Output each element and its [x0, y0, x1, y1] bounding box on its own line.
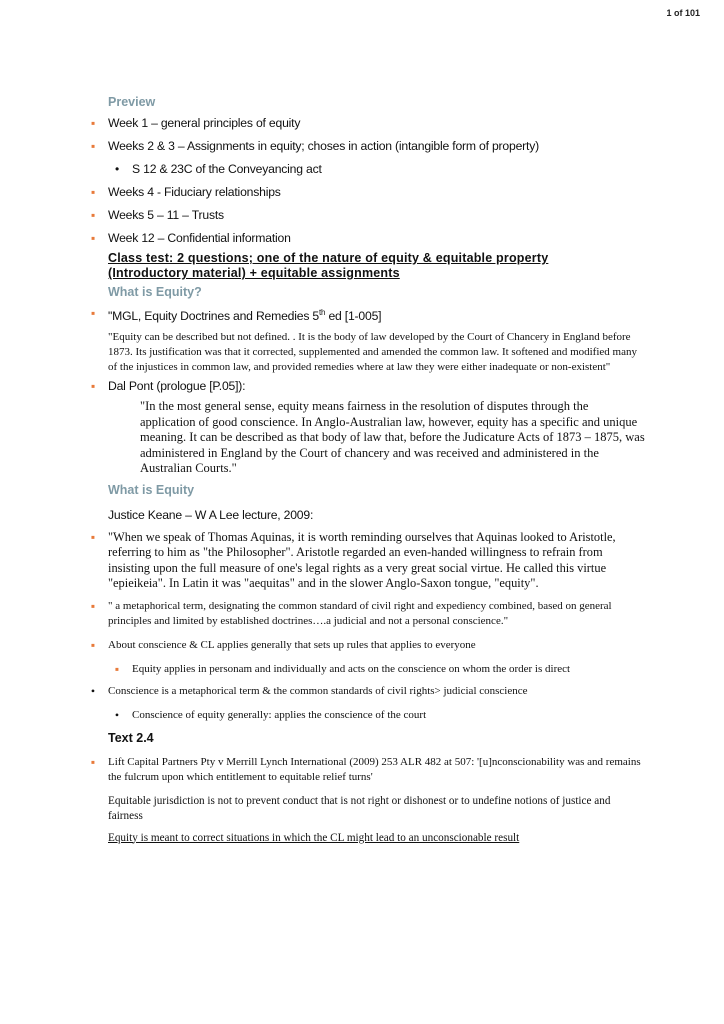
- bullet-icon: •: [114, 162, 119, 176]
- bullet-icon: ▪: [90, 754, 96, 769]
- class-test-line-1: Class test: 2 questions; one of the nature of equity & equitable property: [108, 251, 549, 265]
- list-item: ▪ Week 12 – Confidential information: [86, 230, 646, 246]
- dal-pont-quote: "In the most general sense, equity means fairness in the resolution of disputes through the application of good conscience. In Anglo-Australian law, however, equity has a specific and unique meaning. It can be described as that body of law that, before the Judicature Acts of 1873 – 1875, was administered in England by the Court of chancery and was received and administered in the Australian Courts.": [140, 399, 645, 476]
- document-body: [86, 94, 646, 846]
- list-item: ▪ Lift Capital Partners Pty v Merrill Lynch International (2009) 253 ALR 482 at 507: '[u]nconscionability was and remains the fulcrum upon which entitlement to equitable relief turns': [86, 755, 646, 785]
- mgl-quote: "Equity can be described but not defined. . It is the body of law developed by the Court of Chancery in England before 1873. Its justification was that it corrected, supplemented and amended the common law. It softened and modified many of the injustices in common law, and provided remedies where at law they were either inadequate or non-existent": [108, 331, 637, 374]
- class-test-line-2: (Introductory material) + equitable assignments: [108, 266, 400, 280]
- list-subitem: • Conscience of equity generally: applies the conscience of the court: [86, 708, 646, 723]
- bullet-icon: ▪: [90, 637, 96, 652]
- bullet-icon: ▪: [90, 139, 96, 153]
- list-item: ▪ " a metaphorical term, designating the common standard of civil right and expediency combined, based on general principles and limited by established doctrines….a judicial and not a personal conscience.": [86, 599, 646, 629]
- bullet-icon: ▪: [90, 116, 96, 130]
- keane-citation: Justice Keane – W A Lee lecture, 2009:: [108, 507, 314, 522]
- bullet-icon: •: [114, 707, 120, 722]
- bullet-icon: ▪: [90, 529, 96, 544]
- list-item: ▪ Weeks 2 & 3 – Assignments in equity; choses in action (intangible form of property): [86, 138, 646, 154]
- list-item: ▪ About conscience & CL applies generally that sets up rules that applies to everyone: [86, 638, 646, 653]
- heading-what-is-equity: What is Equity?: [108, 285, 202, 299]
- list-item: ▪ Weeks 4 - Fiduciary relationships: [86, 184, 646, 200]
- heading-what-is-equity-2: What is Equity: [108, 482, 195, 497]
- list-item: ▪ "MGL, Equity Doctrines and Remedies 5th ed [1-005]: [86, 305, 646, 324]
- heading-text-2-4: Text 2.4: [108, 730, 154, 745]
- bullet-icon: ▪: [90, 231, 96, 245]
- list-item: • Conscience is a metaphorical term & the common standards of civil rights> judicial conscience: [86, 684, 646, 699]
- heading-preview: Preview: [108, 95, 156, 109]
- list-subitem: ▪ Equity applies in personam and individually and acts on the conscience on whom the order is direct: [86, 662, 646, 677]
- list-item: ▪ Week 1 – general principles of equity: [86, 115, 646, 131]
- bullet-icon: ▪: [90, 598, 96, 613]
- bullet-icon: •: [90, 683, 96, 698]
- list-item: ▪ "When we speak of Thomas Aquinas, it is worth reminding ourselves that Aquinas looked to Aristotle, referring to him as "the Philosopher". Aristotle regarded an even-handed willingness to refrain from insisting upon the full measure of one's legal rights as a very great social virtue. He called this virtue "epieikeia". In Latin it was "aequitas" and in the slower Anglo-Saxon tongue, "equity".: [86, 530, 646, 592]
- list-item: ▪ Weeks 5 – 11 – Trusts: [86, 207, 646, 223]
- page-number: 1 of 101: [666, 8, 700, 18]
- list-subitem: • S 12 & 23C of the Conveyancing act: [86, 161, 646, 177]
- equity-correct-paragraph: Equity is meant to correct situations in which the CL might lead to an unconscionable result: [108, 831, 520, 844]
- bullet-icon: ▪: [114, 661, 120, 676]
- bullet-icon: ▪: [90, 208, 96, 222]
- bullet-icon: ▪: [90, 306, 96, 320]
- bullet-icon: ▪: [90, 185, 96, 199]
- list-item: ▪ Dal Pont (prologue [P.05]):: [86, 378, 646, 394]
- equitable-jurisdiction-paragraph: Equitable jurisdiction is not to prevent conduct that is not right or dishonest or to undefine notions of justice and fairness: [108, 794, 611, 822]
- bullet-icon: ▪: [90, 379, 96, 394]
